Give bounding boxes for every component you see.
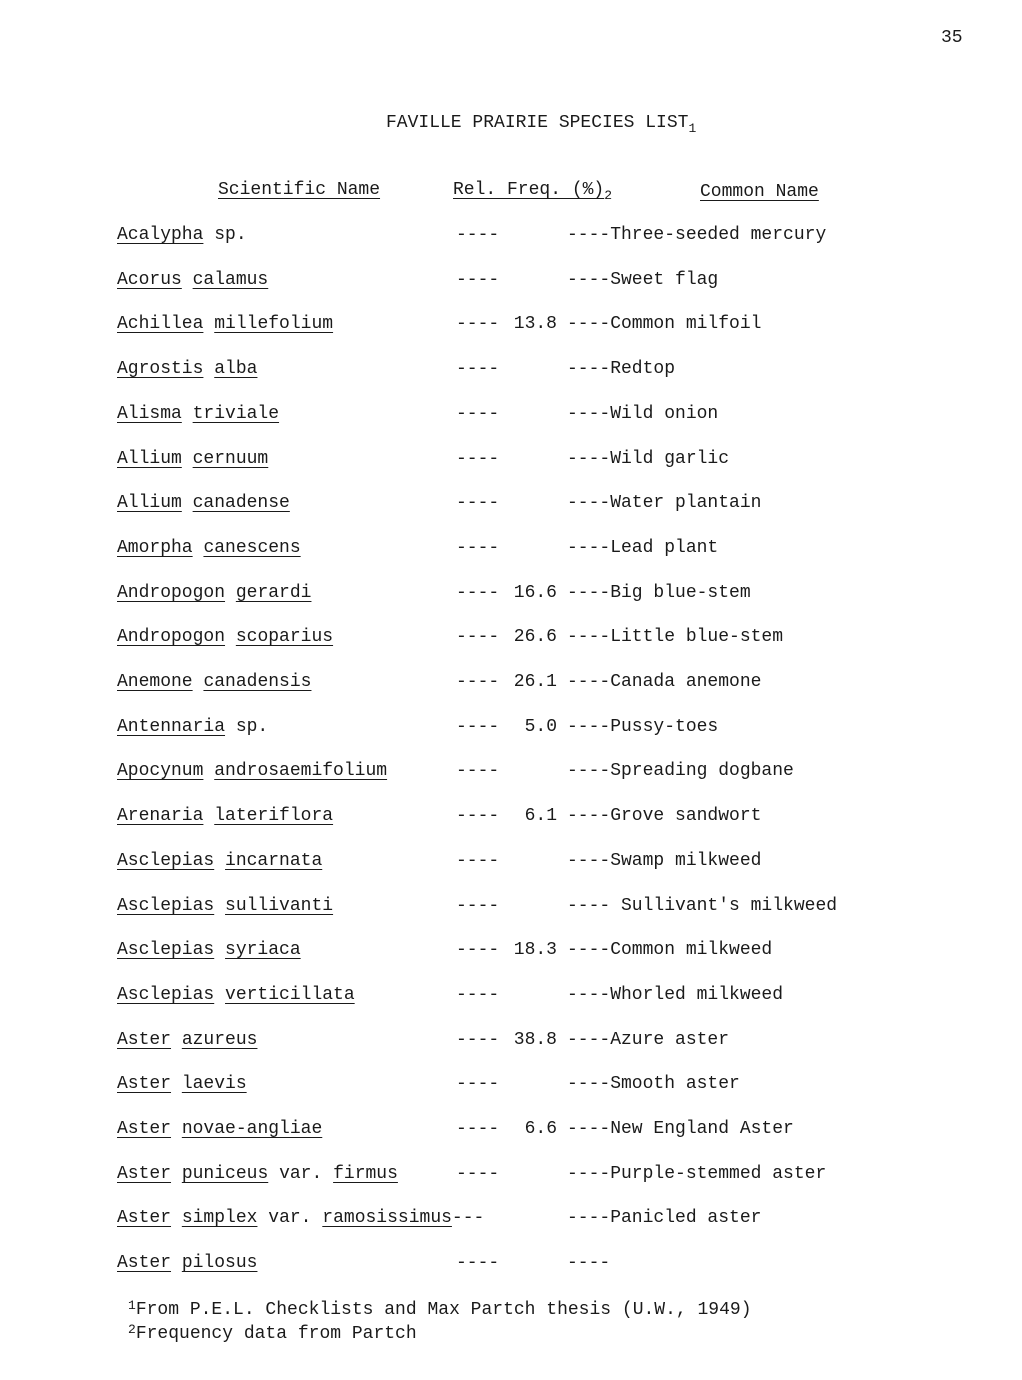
title-text: FAVILLE PRAIRIE SPECIES LIST <box>386 113 689 133</box>
leader-dashes: ---- <box>456 1074 500 1094</box>
scientific-name <box>117 493 290 513</box>
leader-dashes: ---- <box>456 1119 500 1139</box>
leader-dashes: ---- <box>456 1253 500 1273</box>
scientific-name <box>117 583 311 603</box>
species: sullivanti <box>225 896 334 916</box>
name-suffix: sp. <box>203 225 247 245</box>
table-row <box>0 1074 1022 1104</box>
genus: Allium <box>117 449 182 469</box>
scientific-name <box>117 672 311 692</box>
table-row <box>0 314 1022 344</box>
common-name: ----Big blue-stem <box>567 583 751 603</box>
leader-dashes: ---- <box>456 225 500 245</box>
leader-dashes: ---- <box>456 583 500 603</box>
genus: Asclepias <box>117 940 215 960</box>
common-name: ----Wild garlic <box>567 449 730 469</box>
scientific-name <box>117 896 333 916</box>
scientific-name <box>117 1208 484 1228</box>
scientific-name <box>117 806 333 826</box>
leader-dashes: ---- <box>456 1164 500 1184</box>
species: lateriflora <box>214 806 334 826</box>
scientific-name <box>117 270 268 290</box>
common-name: ---- <box>567 1253 611 1273</box>
leader-dashes: ---- <box>456 359 500 379</box>
scientific-name <box>117 627 333 647</box>
scientific-name <box>117 1253 257 1273</box>
leader-dashes: ---- <box>456 627 500 647</box>
table-row <box>0 717 1022 747</box>
species: calamus <box>192 270 269 290</box>
leader-dashes: ---- <box>456 761 500 781</box>
rel-freq-value: 13.8 <box>513 314 557 334</box>
species: alba <box>214 359 258 379</box>
leader-dashes: ---- <box>456 806 500 826</box>
rel-freq-value: 6.6 <box>524 1119 557 1139</box>
species: laevis <box>181 1074 247 1094</box>
table-row <box>0 1208 1022 1238</box>
table-row <box>0 404 1022 434</box>
common-name: ----Spreading dogbane <box>567 761 794 781</box>
common-name: ----Swamp milkweed <box>567 851 762 871</box>
table-row <box>0 225 1022 255</box>
species: triviale <box>192 404 280 424</box>
header-rel-freq-note: 2 <box>604 188 613 203</box>
common-name: ----Grove sandwort <box>567 806 762 826</box>
table-row <box>0 627 1022 657</box>
table-row <box>0 583 1022 613</box>
scientific-name <box>117 940 301 960</box>
table-row <box>0 1030 1022 1060</box>
common-name: ----Common milkweed <box>567 940 773 960</box>
scientific-name <box>117 359 257 379</box>
leader-dashes: ---- <box>456 449 500 469</box>
species: millefolium <box>214 314 334 334</box>
table-row <box>0 985 1022 1015</box>
common-name: ----Three-seeded mercury <box>567 225 827 245</box>
genus: Apocynum <box>117 761 204 781</box>
leader-dashes: ---- <box>456 1030 500 1050</box>
table-row <box>0 851 1022 881</box>
common-name: ---- Sullivant's milkweed <box>567 896 838 916</box>
rel-freq-value: 18.3 <box>513 940 557 960</box>
scientific-name <box>117 717 268 737</box>
genus: Aster <box>117 1030 172 1050</box>
genus: Aster <box>117 1164 172 1184</box>
var-word: var. <box>268 1208 312 1228</box>
genus: Arenaria <box>117 806 204 826</box>
scientific-name <box>117 761 387 781</box>
rel-freq-value: 16.6 <box>513 583 557 603</box>
footnote-2-text: Frequency data from Partch <box>135 1324 417 1344</box>
genus: Acalypha <box>117 225 204 245</box>
genus: Andropogon <box>117 627 226 647</box>
common-name: ----Panicled aster <box>567 1208 762 1228</box>
common-name: ----Lead plant <box>567 538 719 558</box>
name-tail-dashes: --- <box>451 1208 485 1228</box>
table-row <box>0 538 1022 568</box>
scientific-name <box>117 314 333 334</box>
common-name: ----Sweet flag <box>567 270 719 290</box>
footnote-1-text: From P.E.L. Checklists and Max Partch thesis (U.W., 1949) <box>135 1300 752 1320</box>
common-name: ----Azure aster <box>567 1030 730 1050</box>
leader-dashes: ---- <box>456 538 500 558</box>
genus: Aster <box>117 1074 172 1094</box>
table-row <box>0 761 1022 791</box>
genus: Asclepias <box>117 851 215 871</box>
footnote-1-mark: 1 <box>128 1298 136 1313</box>
species: canescens <box>203 538 301 558</box>
scientific-name <box>117 1164 398 1184</box>
variety: ramosissimus <box>322 1208 452 1228</box>
genus: Asclepias <box>117 985 215 1005</box>
page-title <box>386 113 696 136</box>
scientific-name <box>117 1030 257 1050</box>
genus: Aster <box>117 1208 172 1228</box>
common-name: ----Wild onion <box>567 404 719 424</box>
genus: Achillea <box>117 314 204 334</box>
species: simplex <box>181 1208 258 1228</box>
common-name: ----Redtop <box>567 359 676 379</box>
genus: Andropogon <box>117 583 226 603</box>
common-name: ----Water plantain <box>567 493 762 513</box>
genus: Asclepias <box>117 896 215 916</box>
species: canadensis <box>203 672 312 692</box>
species: novae-angliae <box>181 1119 323 1139</box>
species: verticillata <box>225 985 355 1005</box>
genus: Acorus <box>117 270 182 290</box>
rel-freq-value: 5.0 <box>524 717 557 737</box>
scientific-name <box>117 1074 247 1094</box>
common-name: ----Whorled milkweed <box>567 985 784 1005</box>
footnote-1 <box>128 1296 752 1320</box>
species: androsaemifolium <box>214 761 388 781</box>
scientific-name <box>117 1119 322 1139</box>
common-name: ----Common milfoil <box>567 314 762 334</box>
species: cernuum <box>192 449 269 469</box>
species: canadense <box>192 493 290 513</box>
table-row <box>0 1253 1022 1283</box>
footnote-2 <box>128 1320 752 1344</box>
table-row <box>0 806 1022 836</box>
table-row <box>0 359 1022 389</box>
table-row <box>0 449 1022 479</box>
header-rel-freq-text: Rel. Freq. (%) <box>453 180 605 200</box>
species: syriaca <box>225 940 301 960</box>
leader-dashes: ---- <box>456 314 500 334</box>
leader-dashes: ---- <box>456 851 500 871</box>
header-common-name: Common Name <box>700 182 819 202</box>
common-name: ----Purple-stemmed aster <box>567 1164 827 1184</box>
rel-freq-value: 26.6 <box>513 627 557 647</box>
table-row <box>0 1164 1022 1194</box>
scientific-name <box>117 404 279 424</box>
leader-dashes: ---- <box>456 896 500 916</box>
header-scientific-name: Scientific Name <box>218 180 381 200</box>
genus: Anemone <box>117 672 193 692</box>
genus: Aster <box>117 1119 172 1139</box>
table-row <box>0 1119 1022 1149</box>
leader-dashes: ---- <box>456 493 500 513</box>
leader-dashes: ---- <box>456 404 500 424</box>
leader-dashes: ---- <box>456 940 500 960</box>
genus: Agrostis <box>117 359 204 379</box>
header-rel-freq <box>453 180 612 203</box>
page-number: 35 <box>941 28 963 48</box>
name-suffix: sp. <box>225 717 269 737</box>
rel-freq-value: 26.1 <box>513 672 557 692</box>
species: puniceus <box>181 1164 269 1184</box>
genus: Amorpha <box>117 538 193 558</box>
variety: firmus <box>333 1164 398 1184</box>
title-footnote-mark: 1 <box>688 121 697 136</box>
rel-freq-value: 6.1 <box>524 806 557 826</box>
table-row <box>0 940 1022 970</box>
common-name: ----Little blue-stem <box>567 627 784 647</box>
genus: Antennaria <box>117 717 226 737</box>
common-name: ----Smooth aster <box>567 1074 740 1094</box>
species: incarnata <box>225 851 323 871</box>
species: scoparius <box>235 627 334 647</box>
genus: Allium <box>117 493 182 513</box>
rel-freq-value: 38.8 <box>513 1030 557 1050</box>
leader-dashes: ---- <box>456 717 500 737</box>
leader-dashes: ---- <box>456 985 500 1005</box>
var-word: var. <box>279 1164 323 1184</box>
species: azureus <box>181 1030 258 1050</box>
genus: Alisma <box>117 404 182 424</box>
leader-dashes: ---- <box>456 270 500 290</box>
scientific-name <box>117 449 268 469</box>
scientific-name <box>117 538 301 558</box>
scientific-name <box>117 985 355 1005</box>
footnote-2-mark: 2 <box>128 1322 136 1337</box>
table-row <box>0 896 1022 926</box>
footnotes <box>128 1296 752 1344</box>
common-name: ----New England Aster <box>567 1119 794 1139</box>
species: gerardi <box>235 583 312 603</box>
table-row <box>0 672 1022 702</box>
scientific-name <box>117 851 322 871</box>
common-name: ----Canada anemone <box>567 672 762 692</box>
scientific-name <box>117 225 247 245</box>
table-row <box>0 270 1022 300</box>
species: pilosus <box>181 1253 258 1273</box>
table-row <box>0 493 1022 523</box>
leader-dashes: ---- <box>456 672 500 692</box>
genus: Aster <box>117 1253 172 1273</box>
common-name: ----Pussy-toes <box>567 717 719 737</box>
